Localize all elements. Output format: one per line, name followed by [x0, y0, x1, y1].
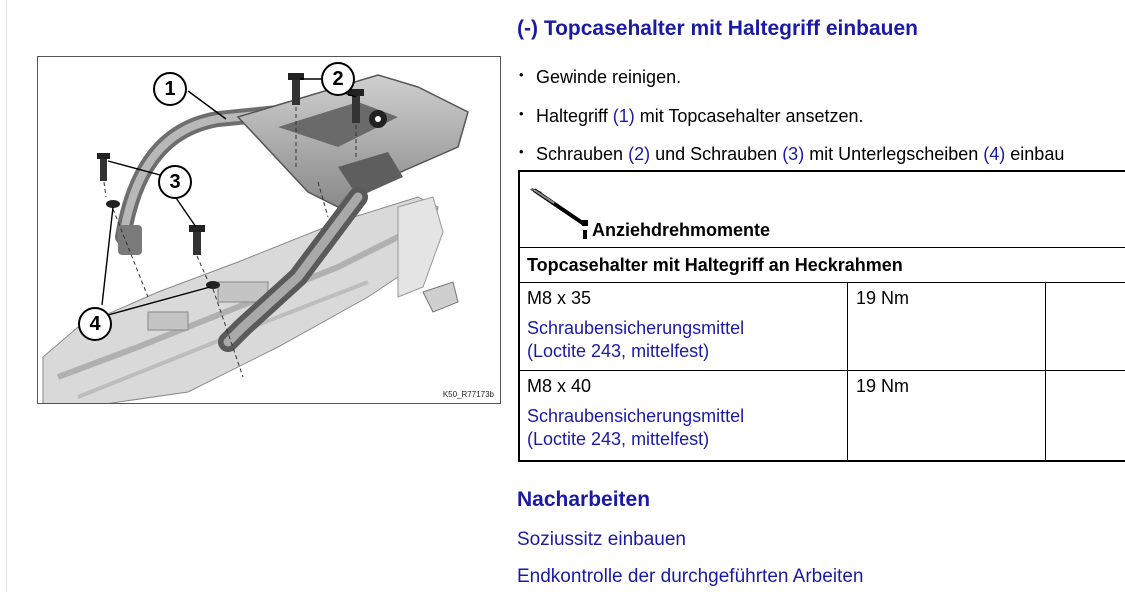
threadlocker-line: Schraubensicherungsmittel	[527, 406, 745, 426]
threadlocker-note[interactable]	[527, 405, 847, 451]
torque-table	[518, 170, 1125, 462]
callout-2	[321, 62, 355, 96]
table-cell-torque: 19 Nm	[848, 371, 1046, 460]
step-text: Schrauben	[536, 144, 629, 164]
step-text: einbau	[1005, 144, 1065, 164]
followup-heading: Nacharbeiten	[517, 488, 651, 511]
callout-2-label: 2	[332, 68, 344, 90]
screw-spec: M8 x 40	[527, 376, 592, 396]
step-text: mit Unterlegscheiben	[804, 144, 984, 164]
threadlocker-line: (Loctite 243, mittelfest)	[527, 341, 710, 361]
figure-id: K50_R77173b	[442, 390, 494, 399]
torque-table-header	[520, 172, 1125, 248]
table-row	[520, 283, 1125, 371]
threadlocker-note[interactable]	[527, 317, 847, 363]
callout-4-label: 4	[89, 313, 101, 335]
torque-table-subheader: Topcasehalter mit Haltegriff an Heckrahmen	[520, 248, 1125, 283]
callout-1-label: 1	[164, 78, 176, 100]
torque-table-title: Anziehdrehmomente	[592, 220, 771, 240]
callout-3-label: 3	[169, 171, 181, 193]
page-edge-line	[6, 0, 7, 592]
step-text: mit Topcasehalter ansetzen.	[634, 105, 864, 126]
threadlocker-line: (Loctite 243, mittelfest)	[527, 429, 710, 449]
link-final-check[interactable]: Endkontrolle der durchgeführten Arbeiten	[517, 566, 864, 587]
step-text: Haltegriff	[536, 105, 613, 126]
table-row	[520, 371, 1125, 460]
assembly-illustration	[37, 56, 501, 404]
ref-link-3[interactable]: (3)	[782, 144, 805, 164]
step-item	[517, 64, 1125, 103]
callout-4	[78, 307, 112, 341]
step-item	[517, 103, 1125, 142]
threadlocker-line: Schraubensicherungsmittel	[527, 318, 745, 338]
table-cell-empty	[1046, 371, 1125, 460]
ref-link-2[interactable]: (2)	[628, 144, 651, 164]
table-cell-empty	[1046, 283, 1125, 370]
table-cell-spec	[520, 371, 848, 460]
topcase-holder-drawing	[38, 57, 501, 404]
link-install-pillion-seat[interactable]: Soziussitz einbauen	[517, 529, 686, 550]
page-title: (-) Topcasehalter mit Haltegriff einbauen	[517, 17, 918, 40]
step-list	[517, 64, 1125, 180]
callout-1	[153, 72, 187, 106]
ref-link-4[interactable]: (4)	[983, 144, 1006, 164]
step-text: und Schrauben	[650, 144, 783, 164]
screw-spec: M8 x 35	[527, 288, 592, 308]
table-cell-torque: 19 Nm	[848, 283, 1046, 370]
ref-link-1[interactable]: (1)	[612, 105, 635, 126]
torque-wrench-icon	[526, 180, 596, 240]
step-text: Gewinde reinigen.	[536, 67, 682, 87]
callout-3	[158, 165, 192, 199]
table-cell-spec	[520, 283, 848, 370]
